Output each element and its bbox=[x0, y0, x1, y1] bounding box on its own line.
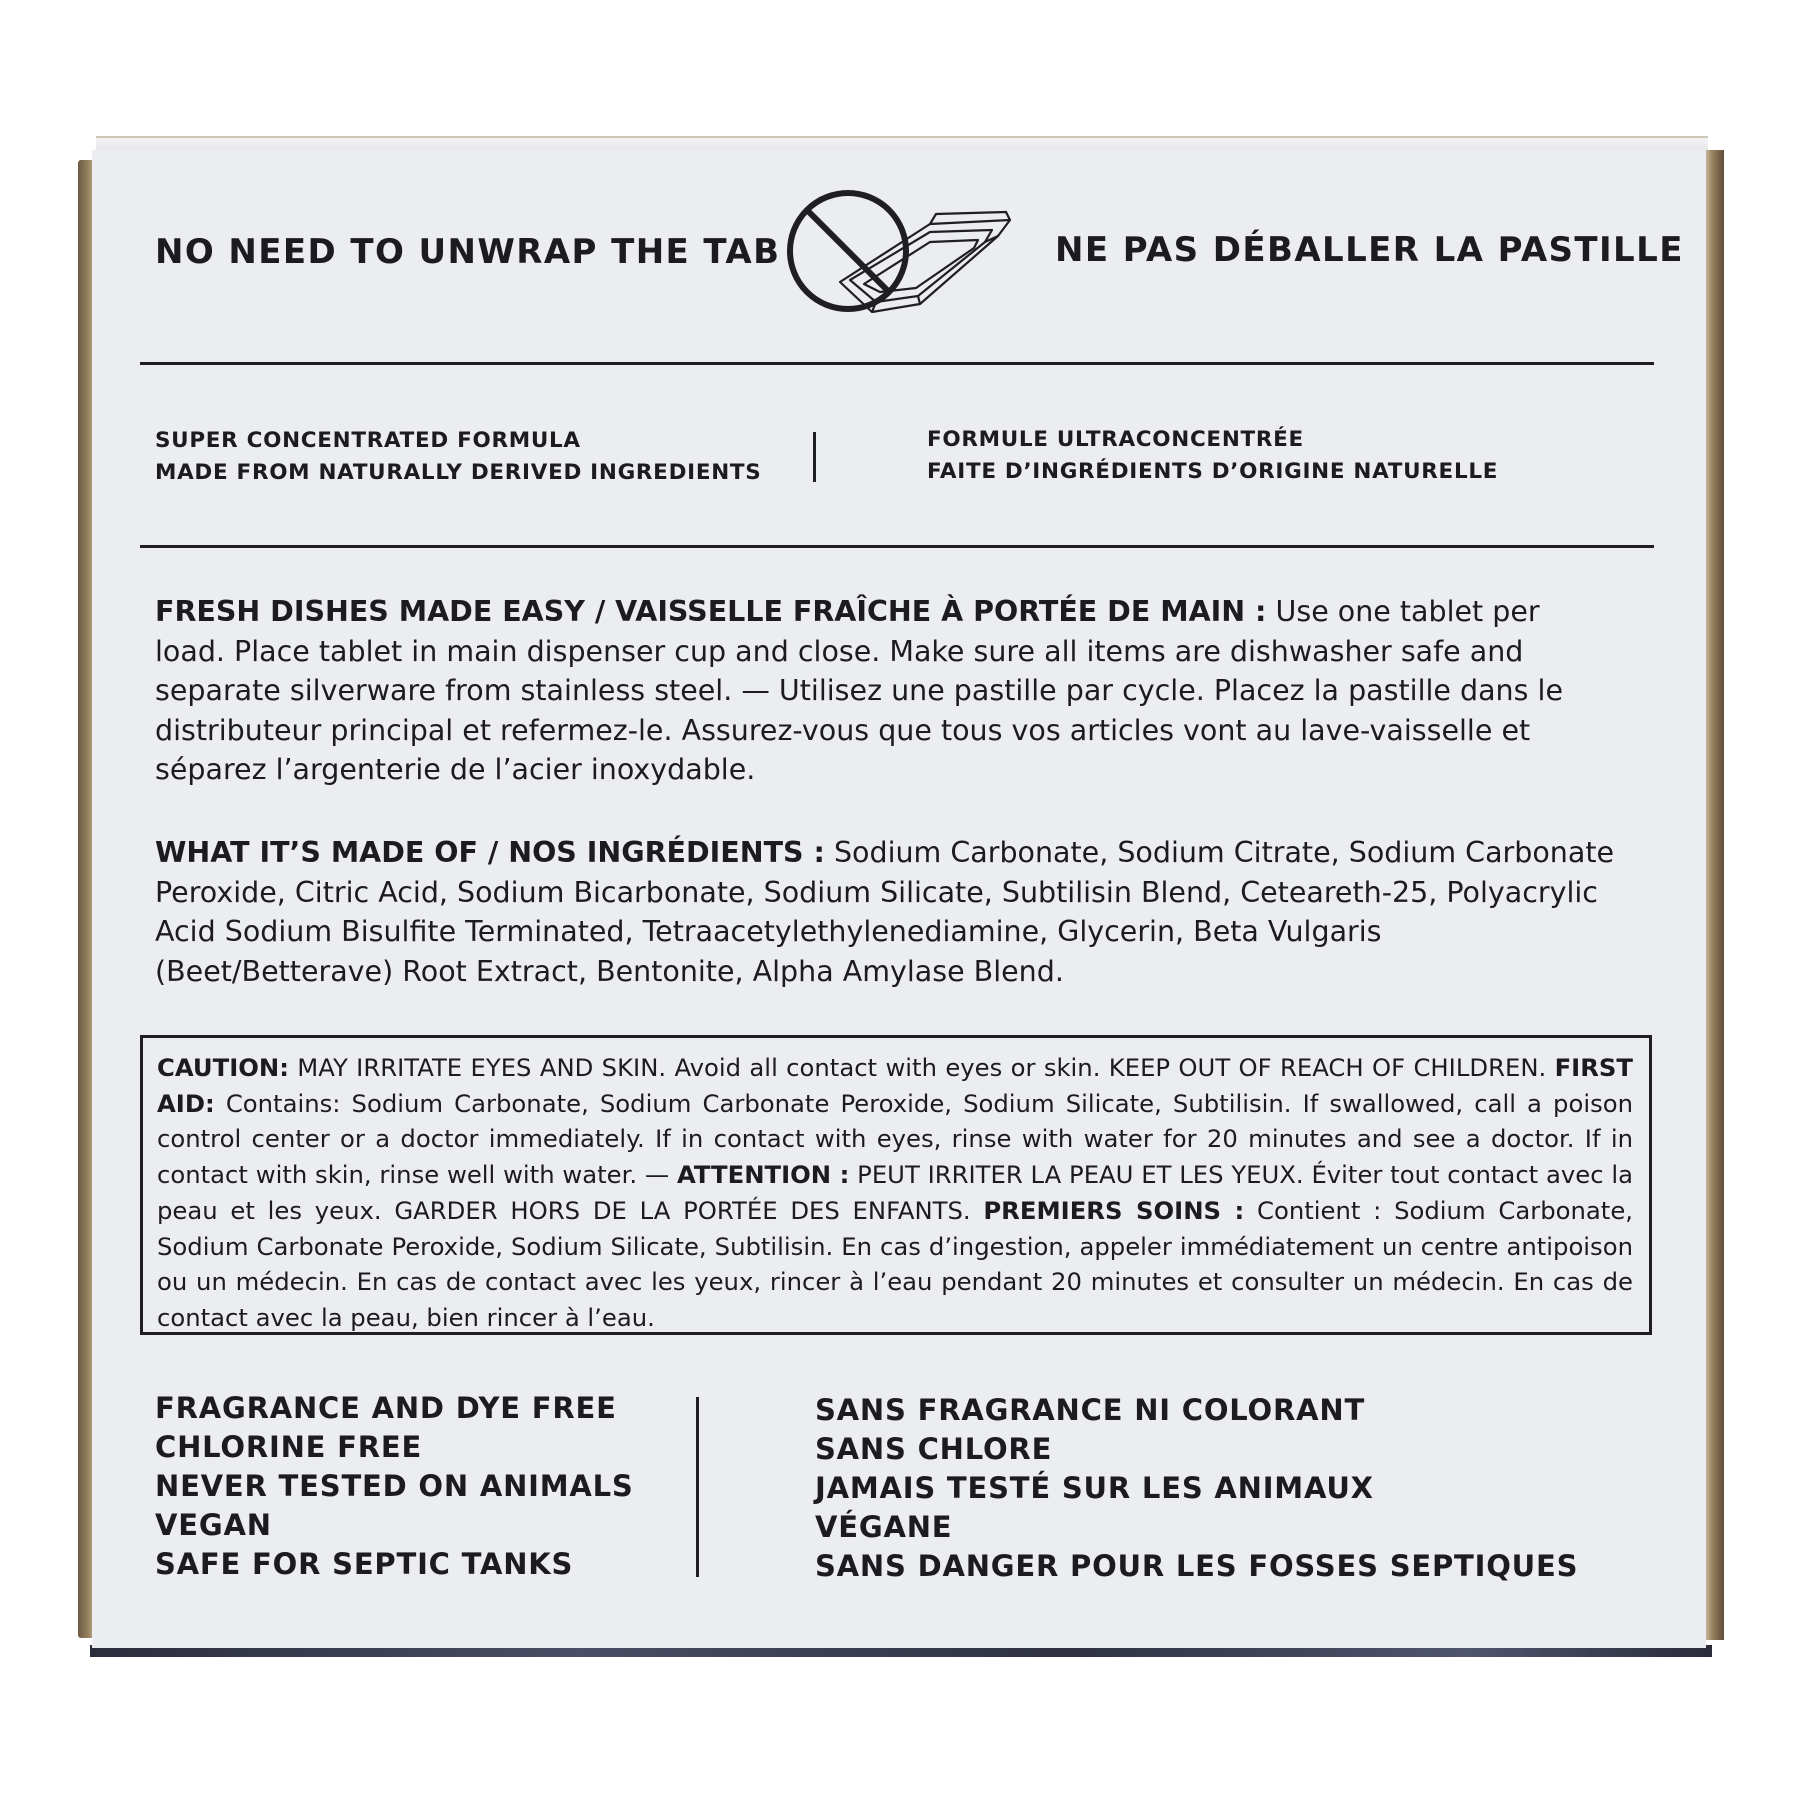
formula-en-line1: SUPER CONCENTRATED FORMULA bbox=[155, 428, 581, 453]
formula-en-line2: MADE FROM NATURALLY DERIVED INGREDIENTS bbox=[155, 460, 762, 485]
claim-en-item: FRAGRANCE AND DYE FREE bbox=[155, 1391, 617, 1425]
ingredients-heading: WHAT IT’S MADE OF / NOS INGRÉDIENTS : bbox=[155, 836, 825, 869]
caution-label: CAUTION: bbox=[157, 1053, 289, 1082]
claim-fr-item: SANS DANGER POUR LES FOSSES SEPTIQUES bbox=[815, 1549, 1579, 1583]
claim-en-item: SAFE FOR SEPTIC TANKS bbox=[155, 1547, 574, 1581]
directions-text: Use one tablet per load. Place tablet in main dispenser cup and close. Make sure all items are dishwasher safe and separate silverware from stainless steel. — Utilisez une pastille par cycle. Placez la pastille dans le distributeur principal et refermez-le. Assurez-vous que tous vos articles vont au lave-vaisselle et séparez l’argenterie de l’acier inoxydable. bbox=[155, 595, 1563, 786]
claims-en bbox=[155, 1389, 634, 1584]
claim-en-item: VEGAN bbox=[155, 1508, 272, 1542]
claim-en-item: CHLORINE FREE bbox=[155, 1430, 423, 1464]
box-side-right bbox=[1704, 150, 1724, 1640]
formula-fr-line2: FAITE D’INGRÉDIENTS D’ORIGINE NATURELLE bbox=[927, 459, 1499, 484]
attention-body: PEUT IRRITER LA PEAU ET LES YEUX. Éviter tout contact avec la peau et les yeux. GARDER HORS DE LA PORTÉE DES ENFANTS. bbox=[157, 1160, 1633, 1225]
premiers-soins-body: Contient : Sodium Carbonate, Sodium Carbonate Peroxide, Sodium Silicate, Subtilisin. En cas d’ingestion, appeler immédiatement un centre antipoison ou un médecin. En cas de contact avec les yeux, rincer à l’eau pendant 20 minutes et consulter un médecin. En cas de contact avec la peau, bien rincer à l’eau. bbox=[157, 1195, 1633, 1332]
first-aid-body: Contains: Sodium Carbonate, Sodium Carbonate Peroxide, Sodium Silicate, Subtilisin. If swallowed, call a poison control center or a doctor immediately. If in contact with eyes, rinse with water for 20 minutes and see a doctor. If in contact with skin, rinse well with water. — bbox=[157, 1088, 1633, 1190]
no-unwrap-heading-en: NO NEED TO UNWRAP THE TAB bbox=[155, 232, 781, 272]
directions-paragraph bbox=[155, 592, 1615, 790]
claim-fr-item: SANS FRAGRANCE NI COLORANT bbox=[815, 1393, 1366, 1427]
formula-en bbox=[155, 425, 761, 489]
attention-label: ATTENTION : bbox=[676, 1160, 850, 1190]
no-unwrap-tab-icon bbox=[780, 184, 1014, 322]
ingredients-paragraph bbox=[155, 833, 1615, 991]
divider-middle bbox=[140, 545, 1654, 548]
formula-fr-line1: FORMULE ULTRACONCENTRÉE bbox=[927, 427, 1304, 452]
claims-fr bbox=[815, 1391, 1578, 1586]
claim-fr-item: VÉGANE bbox=[815, 1510, 953, 1544]
directions-heading: FRESH DISHES MADE EASY / VAISSELLE FRAÎCHE À PORTÉE DE MAIN : bbox=[155, 595, 1267, 628]
caution-box bbox=[140, 1035, 1652, 1335]
claim-fr-item: JAMAIS TESTÉ SUR LES ANIMAUX bbox=[815, 1471, 1374, 1505]
formula-divider bbox=[813, 432, 816, 482]
claim-en-item: NEVER TESTED ON ANIMALS bbox=[155, 1469, 634, 1503]
no-unwrap-heading-fr: NE PAS DÉBALLER LA PASTILLE bbox=[1055, 230, 1684, 270]
ingredients-text: Sodium Carbonate, Sodium Citrate, Sodium Carbonate Peroxide, Citric Acid, Sodium Bicarbonate, Sodium Silicate, Subtilisin Blend, Ceteareth-25, Polyacrylic Acid Sodium Bisulfite Terminated, Tetraacetylethylenediamine, Glycerin, Beta Vulgaris (Beet/Betterave) Root Extract, Bentonite, Alpha Amylase Blend. bbox=[155, 836, 1615, 988]
claims-divider bbox=[696, 1397, 699, 1577]
divider-top bbox=[140, 362, 1654, 365]
premiers-soins-label: PREMIERS SOINS : bbox=[983, 1195, 1245, 1225]
formula-fr bbox=[927, 424, 1498, 488]
caution-text bbox=[157, 1050, 1633, 1336]
first-aid-label: FIRST AID: bbox=[157, 1053, 1633, 1118]
claim-fr-item: SANS CHLORE bbox=[815, 1432, 1053, 1466]
caution-body: MAY IRRITATE EYES AND SKIN. Avoid all contact with eyes or skin. KEEP OUT OF REACH OF CHILDREN. bbox=[288, 1053, 1555, 1082]
